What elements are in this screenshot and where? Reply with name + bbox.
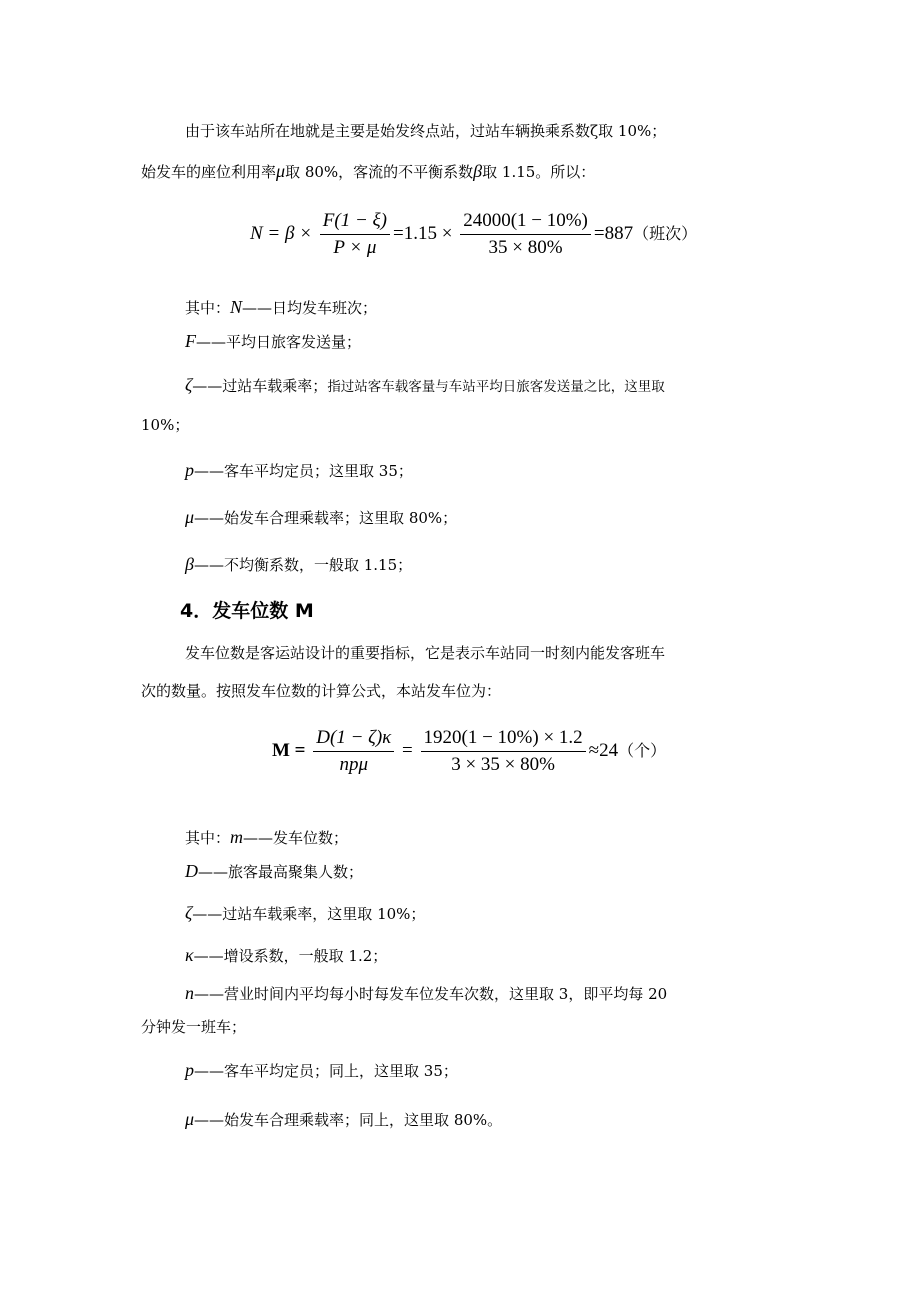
- definition-text: ——客车平均定员；同上，这里取 35；: [194, 1062, 458, 1080]
- definition-item: [185, 860, 363, 883]
- definition-item: [185, 330, 361, 353]
- definition-text: ——过站车载乘率；: [192, 377, 328, 395]
- section-heading: 4．发车位数 M: [180, 600, 314, 622]
- text: 发车位数是客运站设计的重要指标，它是表示车站同一时刻内能发客班车: [185, 644, 666, 662]
- eq-unit: （班次）: [633, 223, 698, 243]
- paragraph-line: [141, 160, 595, 183]
- variable: F: [185, 331, 196, 351]
- paragraph-line: [141, 680, 501, 702]
- text: 始发车的座位利用率: [141, 163, 277, 181]
- definition-item: [185, 374, 665, 398]
- definition-text: ——发车位数；: [243, 829, 349, 847]
- variable: m: [230, 827, 244, 847]
- definition-item: [185, 459, 413, 482]
- text: 10%；: [141, 416, 190, 434]
- eq-result: =887: [593, 222, 634, 244]
- variable: n: [185, 983, 194, 1003]
- definition-text: ——日均发车班次；: [242, 299, 378, 317]
- denominator: npμ: [339, 754, 369, 775]
- beta-symbol: β: [473, 161, 483, 181]
- text: 次的数量。按照发车位数的计算公式，本站发车位为：: [141, 682, 502, 700]
- numerator: D(1 − ζ)κ: [313, 727, 394, 752]
- eq-unit: （个）: [618, 740, 667, 760]
- definition-text: ——平均日旅客发送量；: [196, 333, 362, 351]
- variable: ζ: [185, 903, 193, 923]
- definition-item: [185, 1059, 458, 1082]
- denominator: P × μ: [333, 237, 377, 258]
- fraction: [313, 727, 394, 776]
- definition-note: 指过站客车载客量与车站平均日旅客发送量之比，这里取: [327, 379, 665, 395]
- text: 分钟发一班车；: [141, 1018, 247, 1036]
- definition-item: [185, 1108, 502, 1131]
- eq-result: ≈24: [588, 739, 619, 761]
- text: 取 1.15。所以：: [482, 163, 596, 181]
- eq-mid: =1.15 ×: [393, 222, 453, 244]
- equation-daily-departures: [250, 210, 697, 259]
- fraction: [460, 210, 591, 259]
- definition-text: ——营业时间内平均每小时每发车位发车次数，这里取 3，即平均每 20: [194, 985, 668, 1003]
- definition-text: ——客车平均定员；这里取 35；: [194, 462, 413, 480]
- variable: μ: [185, 1109, 195, 1129]
- variable: ζ: [185, 375, 193, 395]
- text: 由于该车站所在地就是主要是始发终点站，过站车辆换乘系数ζ取 10%；: [185, 122, 667, 140]
- definition-item: [185, 553, 412, 576]
- definition-continuation: [141, 1016, 246, 1038]
- paragraph-line: [185, 642, 665, 664]
- paragraph-line: [185, 120, 666, 142]
- fraction: [320, 210, 390, 259]
- definition-item: [185, 944, 387, 967]
- variable: N: [230, 297, 243, 317]
- mu-symbol: μ: [276, 161, 286, 181]
- variable: p: [185, 460, 194, 480]
- definition-item: [185, 902, 425, 925]
- definition-text: ——不均衡系数，一般取 1.15；: [193, 556, 413, 574]
- eq-equals: =: [402, 739, 413, 761]
- variable: p: [185, 1060, 194, 1080]
- definition-text: ——始发车合理乘载率；这里取 80%；: [194, 509, 458, 527]
- definition-item: [185, 982, 667, 1005]
- label: 其中：: [185, 829, 231, 847]
- definition-text: ——始发车合理乘载率；同上，这里取 80%。: [194, 1111, 503, 1129]
- variable: μ: [185, 507, 195, 527]
- definition-item: [185, 296, 377, 319]
- denominator: 3 × 35 × 80%: [451, 754, 555, 775]
- definition-text: ——增设系数，一般取 1.2；: [193, 947, 388, 965]
- definition-item: [185, 826, 348, 849]
- eq-lhs: M =: [272, 739, 306, 761]
- numerator: F(1 − ξ): [320, 210, 390, 235]
- variable: κ: [185, 945, 194, 965]
- equation-departure-bays: [272, 727, 666, 776]
- fraction: [421, 727, 586, 776]
- definition-text: ——旅客最高聚集人数；: [198, 863, 364, 881]
- definition-continuation: [141, 414, 189, 436]
- definition-text: ——过站车载乘率，这里取 10%；: [192, 905, 426, 923]
- text: 取 80%，客流的不平衡系数: [285, 163, 474, 181]
- numerator: 24000(1 − 10%): [460, 210, 591, 235]
- numerator: 1920(1 − 10%) × 1.2: [421, 727, 586, 752]
- label: 其中：: [185, 299, 231, 317]
- eq-lhs: N = β ×: [250, 222, 313, 244]
- variable: D: [185, 861, 198, 881]
- denominator: 35 × 80%: [488, 237, 563, 258]
- definition-item: [185, 506, 457, 529]
- variable: β: [185, 554, 194, 574]
